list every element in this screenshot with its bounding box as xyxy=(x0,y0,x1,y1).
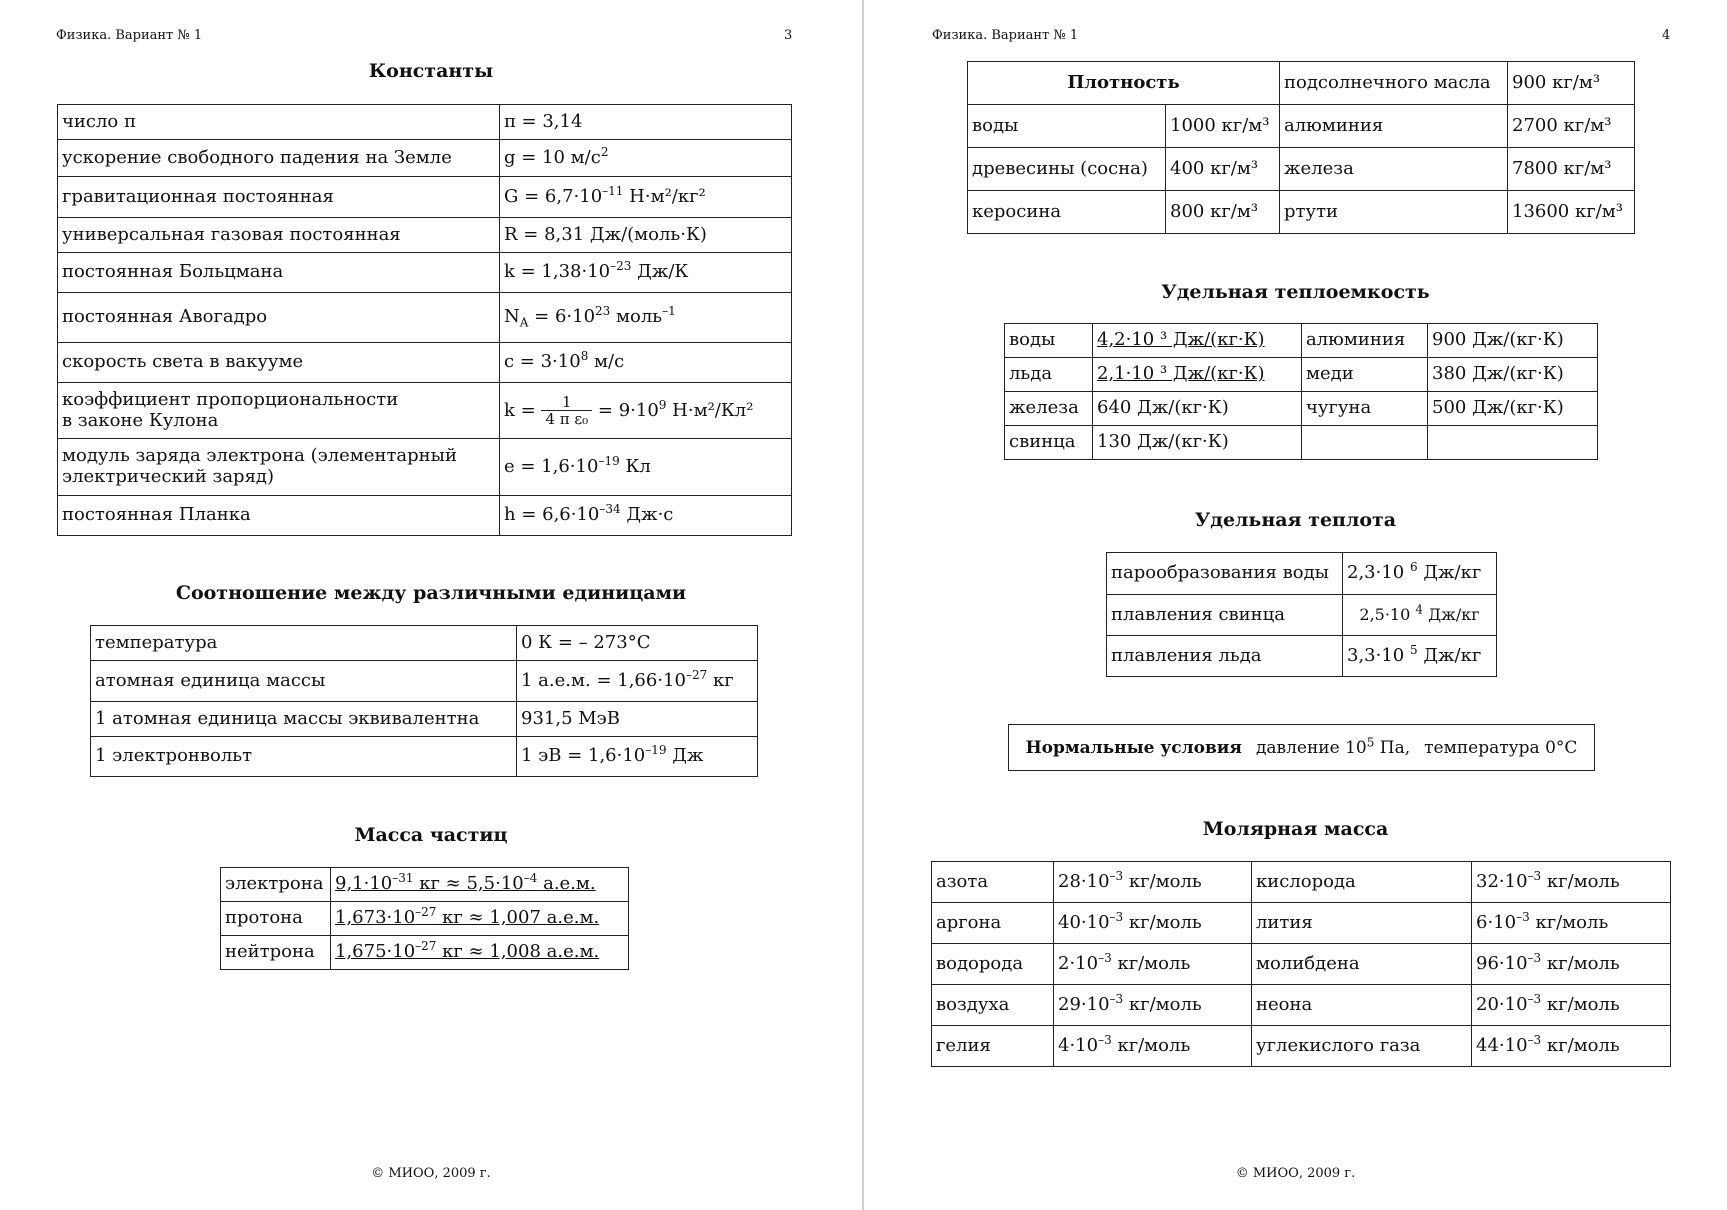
substance: древесины (сосна) xyxy=(968,148,1166,191)
table-row xyxy=(932,903,1671,944)
table-row xyxy=(58,439,792,496)
unit-value: 0 К = – 273°С xyxy=(517,626,758,661)
molar-value: $44\cdot 10^{-3}$ кг/моль xyxy=(1472,1026,1671,1067)
substance: гелия xyxy=(932,1026,1054,1067)
density-value: 2700 кг/м³ xyxy=(1508,105,1635,148)
table-row xyxy=(221,902,629,936)
substance: кислорода xyxy=(1252,862,1472,903)
particle-mass: $9,1\cdot 10^{-31}$ кг ≈ $5,5\cdot 10^{-4}$ а.е.м. xyxy=(331,868,629,902)
constant-name: ускорение свободного падения на Земле xyxy=(58,140,500,177)
normal-temperature: температура 0°С xyxy=(1424,737,1578,758)
constant-value: $e = 1,6\cdot 10^{-19}$ Кл xyxy=(500,439,792,496)
table-row xyxy=(932,985,1671,1026)
density-title: Плотность xyxy=(968,62,1280,105)
fraction: $\frac{1}{\text{4 π ε₀}}$ xyxy=(541,394,592,428)
table-row xyxy=(58,293,792,343)
table-row xyxy=(58,496,792,536)
table-row xyxy=(58,343,792,383)
constant-value: $c = 3\cdot 10^8$ м/с xyxy=(500,343,792,383)
footer: © МИОО, 2009 г. xyxy=(371,1166,491,1181)
table-row xyxy=(1005,358,1598,392)
table-row xyxy=(58,253,792,293)
page-number: 3 xyxy=(784,28,793,43)
particle-name: протона xyxy=(221,902,331,936)
table-row xyxy=(1005,324,1598,358)
table-row xyxy=(932,944,1671,985)
substance: алюминия xyxy=(1302,324,1428,358)
constant-value: k = $\frac{1}{\text{4 π ε₀}}$ = $9\cdot 10^9$ Н·м²/Кл² xyxy=(500,383,792,439)
table-row xyxy=(932,1026,1671,1067)
table-row xyxy=(221,868,629,902)
table-row xyxy=(1107,595,1497,636)
substance: водорода xyxy=(932,944,1054,985)
units-table xyxy=(90,625,758,777)
page-number: 4 xyxy=(1662,28,1671,43)
table-row xyxy=(968,191,1635,234)
normal-pressure: давление $10^5$ Па, xyxy=(1255,734,1411,758)
table-row xyxy=(932,862,1671,903)
constant-value: $G = 6,7\cdot 10^{-11}$ Н·м²/кг² xyxy=(500,177,792,218)
unit-name: атомная единица массы xyxy=(91,661,517,702)
heat-capacity-value: 2,1·10 ³ Дж/(кг·К) xyxy=(1093,358,1302,392)
substance: льда xyxy=(1005,358,1093,392)
substance: воды xyxy=(968,105,1166,148)
substance: воздуха xyxy=(932,985,1054,1026)
unit-name: 1 атомная единица массы эквивалентна xyxy=(91,702,517,737)
density-value: 900 кг/м³ xyxy=(1508,62,1635,105)
substance: подсолнечного масла xyxy=(1280,62,1508,105)
table-row xyxy=(91,702,758,737)
normal-conditions-label: Нормальные условия xyxy=(1025,737,1242,758)
unit-value: 931,5 МэВ xyxy=(517,702,758,737)
substance: молибдена xyxy=(1252,944,1472,985)
table-row xyxy=(58,140,792,177)
table-row xyxy=(58,383,792,439)
constant-value: $h = 6,6\cdot 10^{-34}$ Дж·с xyxy=(500,496,792,536)
table-row xyxy=(91,626,758,661)
table-row xyxy=(1005,392,1598,426)
heat-capacity-value xyxy=(1428,426,1598,460)
table-row xyxy=(221,936,629,970)
specific-heat-value: 3,3·10 $^5$ Дж/кг xyxy=(1343,636,1497,677)
constant-name: число π xyxy=(58,105,500,140)
particle-mass: $1,675\cdot 10^{-27}$ кг ≈ 1,008 а.е.м. xyxy=(331,936,629,970)
table-row xyxy=(1005,426,1598,460)
density-table xyxy=(967,61,1635,234)
substance: аргона xyxy=(932,903,1054,944)
density-value: 7800 кг/м³ xyxy=(1508,148,1635,191)
substance: меди xyxy=(1302,358,1428,392)
process: плавления свинца xyxy=(1107,595,1343,636)
molar-value: $32\cdot 10^{-3}$ кг/моль xyxy=(1472,862,1671,903)
substance: железа xyxy=(1280,148,1508,191)
molar-value: $2\cdot 10^{-3}$ кг/моль xyxy=(1054,944,1252,985)
header-left: Физика. Вариант № 1 xyxy=(56,28,203,43)
heat-capacity-value: 380 Дж/(кг·К) xyxy=(1428,358,1598,392)
heat-capacity-value: 130 Дж/(кг·К) xyxy=(1093,426,1302,460)
constant-name: скорость света в вакууме xyxy=(58,343,500,383)
mass-title: Масса частиц xyxy=(354,824,508,846)
particle-mass: $1,673\cdot 10^{-27}$ кг ≈ 1,007 а.е.м. xyxy=(331,902,629,936)
particle-name: электрона xyxy=(221,868,331,902)
molar-value: $4\cdot 10^{-3}$ кг/моль xyxy=(1054,1026,1252,1067)
constant-value: g = 10 $м/с^2$ xyxy=(500,140,792,177)
unit-value: 1 а.е.м. = $1,66\cdot 10^{-27}$ кг xyxy=(517,661,758,702)
molar-value: $29\cdot 10^{-3}$ кг/моль xyxy=(1054,985,1252,1026)
density-value: 1000 кг/м³ xyxy=(1166,105,1280,148)
substance: алюминия xyxy=(1280,105,1508,148)
density-value: 800 кг/м³ xyxy=(1166,191,1280,234)
molar-value: $96\cdot 10^{-3}$ кг/моль xyxy=(1472,944,1671,985)
constant-name: гравитационная постоянная xyxy=(58,177,500,218)
page-3 xyxy=(0,0,862,1210)
normal-conditions-box xyxy=(1008,724,1595,771)
substance: ртути xyxy=(1280,191,1508,234)
table-row xyxy=(968,148,1635,191)
particle-name: нейтрона xyxy=(221,936,331,970)
units-title: Соотношение между различными единицами xyxy=(175,582,687,604)
constant-name: универсальная газовая постоянная xyxy=(58,218,500,253)
density-value: 400 кг/м³ xyxy=(1166,148,1280,191)
specific-heat-table xyxy=(1106,552,1497,677)
molar-title: Молярная масса xyxy=(1202,818,1389,840)
molar-value: $6\cdot 10^{-3}$ кг/моль xyxy=(1472,903,1671,944)
heat-capacity-value: 4,2·10 ³ Дж/(кг·К) xyxy=(1093,324,1302,358)
heat-capacity-table xyxy=(1004,323,1598,460)
mass-table xyxy=(220,867,629,970)
substance: азота xyxy=(932,862,1054,903)
unit-name: температура xyxy=(91,626,517,661)
heat-capacity-value: 500 Дж/(кг·К) xyxy=(1428,392,1598,426)
heat-capacity-value: 900 Дж/(кг·К) xyxy=(1428,324,1598,358)
table-row xyxy=(58,218,792,253)
constant-value: $N_A = 6\cdot 10^{23}$ моль$^{-1}$ xyxy=(500,293,792,343)
molar-value: $20\cdot 10^{-3}$ кг/моль xyxy=(1472,985,1671,1026)
page-4 xyxy=(864,0,1727,1210)
constants-table xyxy=(57,104,792,536)
table-row xyxy=(1107,636,1497,677)
table-row xyxy=(91,737,758,777)
specific-heat-value: 2,5·10 $^4$ Дж/кг xyxy=(1343,595,1497,636)
table-row xyxy=(58,177,792,218)
constant-name: постоянная Планка xyxy=(58,496,500,536)
constants-title: Константы xyxy=(368,60,494,82)
substance xyxy=(1302,426,1428,460)
specific-heat-title: Удельная теплота xyxy=(1194,509,1397,531)
table-row xyxy=(91,661,758,702)
substance: лития xyxy=(1252,903,1472,944)
substance: углекислого газа xyxy=(1252,1026,1472,1067)
molar-value: $40\cdot 10^{-3}$ кг/моль xyxy=(1054,903,1252,944)
molar-value: $28\cdot 10^{-3}$ кг/моль xyxy=(1054,862,1252,903)
constant-value: π = 3,14 xyxy=(500,105,792,140)
specific-heat-value: 2,3·10 $^6$ Дж/кг xyxy=(1343,553,1497,595)
process: парообразования воды xyxy=(1107,553,1343,595)
molar-table xyxy=(931,861,1671,1067)
table-row xyxy=(1107,553,1497,595)
substance: железа xyxy=(1005,392,1093,426)
constant-name: коэффициент пропорциональности в законе Кулона xyxy=(58,383,500,439)
heat-capacity-title: Удельная теплоемкость xyxy=(1161,281,1430,303)
table-row xyxy=(968,62,1635,105)
table-row xyxy=(58,105,792,140)
substance: воды xyxy=(1005,324,1093,358)
constant-value: R = 8,31 Дж/(моль·К) xyxy=(500,218,792,253)
constant-name: модуль заряда электрона (элементарный электрический заряд) xyxy=(58,439,500,496)
footer: © МИОО, 2009 г. xyxy=(1235,1166,1356,1181)
density-value: 13600 кг/м³ xyxy=(1508,191,1635,234)
substance: керосина xyxy=(968,191,1166,234)
constant-name: постоянная Авогадро xyxy=(58,293,500,343)
substance: неона xyxy=(1252,985,1472,1026)
heat-capacity-value: 640 Дж/(кг·К) xyxy=(1093,392,1302,426)
constant-name: постоянная Больцмана xyxy=(58,253,500,293)
header-left: Физика. Вариант № 1 xyxy=(932,28,1079,43)
substance: свинца xyxy=(1005,426,1093,460)
process: плавления льда xyxy=(1107,636,1343,677)
unit-name: 1 электронвольт xyxy=(91,737,517,777)
unit-value: 1 эВ = $1,6\cdot 10^{-19}$ Дж xyxy=(517,737,758,777)
substance: чугуна xyxy=(1302,392,1428,426)
table-row xyxy=(968,105,1635,148)
constant-value: $k = 1,38\cdot 10^{-23}$ Дж/К xyxy=(500,253,792,293)
